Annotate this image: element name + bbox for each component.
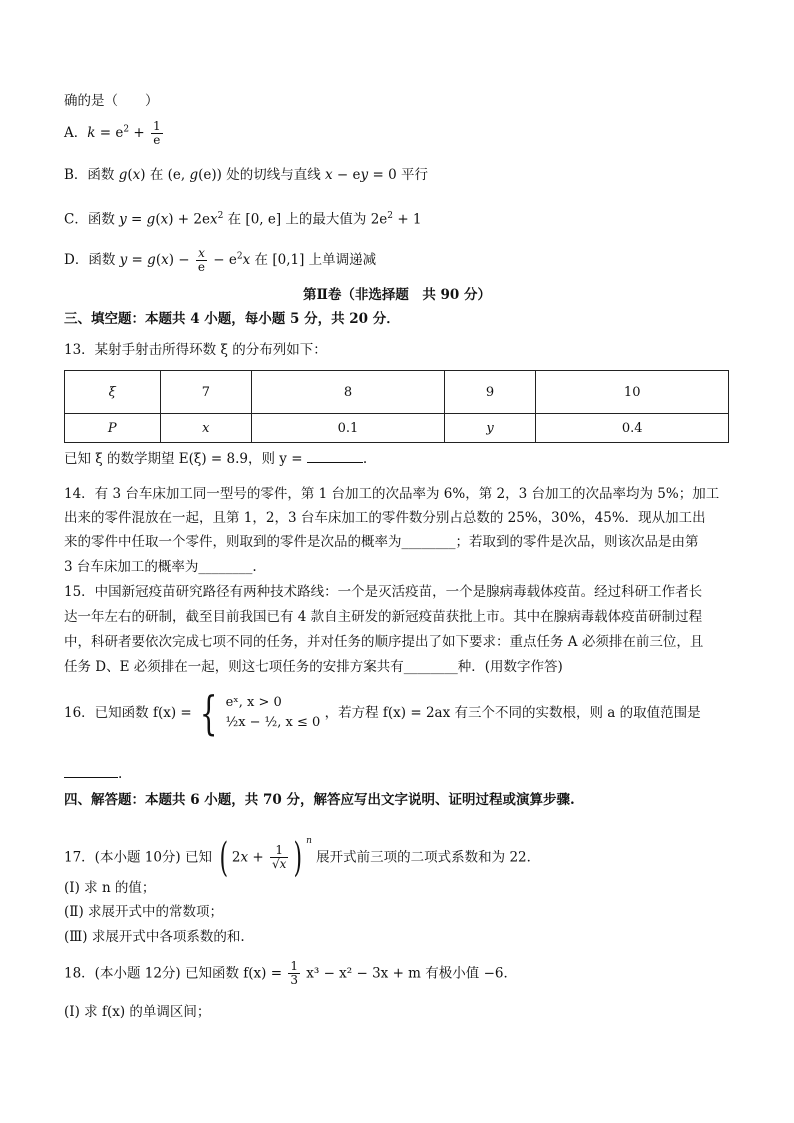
table-cell: 7 <box>160 371 252 414</box>
table-cell: 10 <box>536 371 729 414</box>
table-cell: 0.4 <box>536 414 729 443</box>
q14-line-2: 出来的零件混放在一起，且第 1，2，3 台车床加工的零件数分别占总数的 25%，30%，45%．现从加工出 <box>64 510 706 526</box>
table-row <box>65 371 729 414</box>
q16-post: ，若方程 f(x) = 2ax 有三个不同的实数根，则 a 的取值范围是 <box>324 705 701 721</box>
q16-answer-line: . <box>64 765 734 783</box>
answer-blank <box>64 765 118 778</box>
fraction: $\frac{1}{3}$ <box>290 959 298 987</box>
q18-stem <box>64 960 734 987</box>
table-cell: 8 <box>252 371 445 414</box>
q17-part-3: (Ⅲ) 求展开式中各项系数的和. <box>64 929 245 945</box>
fraction: $\frac{x}{e}$ <box>197 246 206 274</box>
q12-option-a: A．$k = e^2$ + $\frac{1}{e}$ <box>64 119 161 147</box>
table-cell: x <box>160 414 252 443</box>
q17-part-2: (Ⅱ) 求展开式中的常数项； <box>64 904 224 920</box>
table-cell: ξ <box>65 371 161 414</box>
q12-option-c: C．函数 $y = g(x) + 2ex^2$ 在 [0, e] 上的最大值为 $2e^2 + 1$ <box>64 211 422 228</box>
q16-cases <box>226 693 321 733</box>
q16 <box>64 686 734 740</box>
q13-tail-text: 已知 ξ 的数学期望 E(ξ) = 8.9，则 y = <box>64 451 303 467</box>
answer-blank <box>307 450 363 463</box>
section3-heading: 三、填空题：本题共 4 小题，每小题 5 分，共 20 分． <box>64 311 400 327</box>
fraction: $\frac{1}{e}$ <box>152 119 161 147</box>
table-cell: 9 <box>444 371 536 414</box>
q13-intro: 13．某射手射击所得环数 ξ 的分布列如下： <box>64 342 327 358</box>
q15-line-1: 15．中国新冠疫苗研究路径有两种技术路线：一个是灭活疫苗，一个是腺病毒载体疫苗。经过科研工作者长 <box>64 584 703 600</box>
q15-line-3: 中，科研者要依次完成七项不同的任务，并对任务的顺序提出了如下要求：重点任务 A 必须排在前三位，且 <box>64 634 704 650</box>
paren: ( <box>219 834 229 881</box>
q14-line-3: 来的零件中任取一个零件，则取到的零件是次品的概率为________；若取到的零件是次品，则该次品是由第 <box>64 534 699 550</box>
q13-tail: 已知 ξ 的数学期望 E(ξ) = 8.9，则 y = . <box>64 451 368 467</box>
brace: { <box>199 686 218 740</box>
q16-pre: 16．已知函数 f(x) = <box>64 705 192 721</box>
q14-line-1: 14．有 3 台车床加工同一型号的零件，第 1 台加工的次品率为 6%，第 2，3 台加工的次品率均为 5%；加工 <box>64 486 720 502</box>
q16-case-1: eˣ, x > 0 <box>225 695 282 710</box>
q18-pre: 18．(本小题 12分) 已知函数 f(x) = <box>64 965 283 982</box>
q12-option-b: B．函数 g(x) 在 (e, g(e)) 处的切线与直线 x − ey = 0 平行 <box>64 167 428 183</box>
q14-line-4: 3 台车床加工的概率为________. <box>64 559 257 575</box>
section2-title: 第Ⅱ卷（非选择题 共 90 分） <box>302 287 492 303</box>
paren: ) <box>293 834 303 881</box>
q17-post: 展开式前三项的二项式系数和为 22． <box>316 849 541 866</box>
q18-part-1: (Ⅰ) 求 f(x) 的单调区间； <box>64 1004 211 1020</box>
q12-tail: 确的是（ ） <box>64 93 159 109</box>
q17-stem: 17．(本小题 10分) 已知 ( 2x + $\frac{1}{√x}$ ) $^n$ 展开式前三项的二项式系数和为 22． <box>64 834 541 881</box>
q15-line-2: 达一年左右的研制，截至目前我国已有 4 款自主研发的新冠疫苗获批上市。其中在腺病毒载体疫苗研制过程 <box>64 609 703 625</box>
q17-pre: 17．(本小题 10分) 已知 <box>64 849 212 866</box>
table-cell: 0.1 <box>252 414 445 443</box>
fraction: $\frac{1}{√x}$ <box>272 843 287 871</box>
q17-part-1: (Ⅰ) 求 n 的值； <box>64 880 156 896</box>
q16-case-2: ½x − ½, x ≤ 0 <box>225 715 321 730</box>
table-cell: y <box>444 414 536 443</box>
section4-heading: 四、解答题：本题共 6 小题，共 70 分，解答应写出文字说明、证明过程或演算步骤. <box>64 792 575 808</box>
table-cell: P <box>65 414 161 443</box>
q12-option-d: D．函数 y = g(x) − $\frac{x}{e}$ − $e^2x$ 在 [0,1] 上单调递减 <box>64 246 377 274</box>
q15-line-4: 任务 D、E 必须排在一起，则这七项任务的安排方案共有________种．(用数字作答) <box>64 659 563 675</box>
q13-distribution-table <box>64 370 729 443</box>
q18-post: x³ − x² − 3x + m 有极小值 −6． <box>306 965 517 982</box>
table-row <box>65 414 729 443</box>
